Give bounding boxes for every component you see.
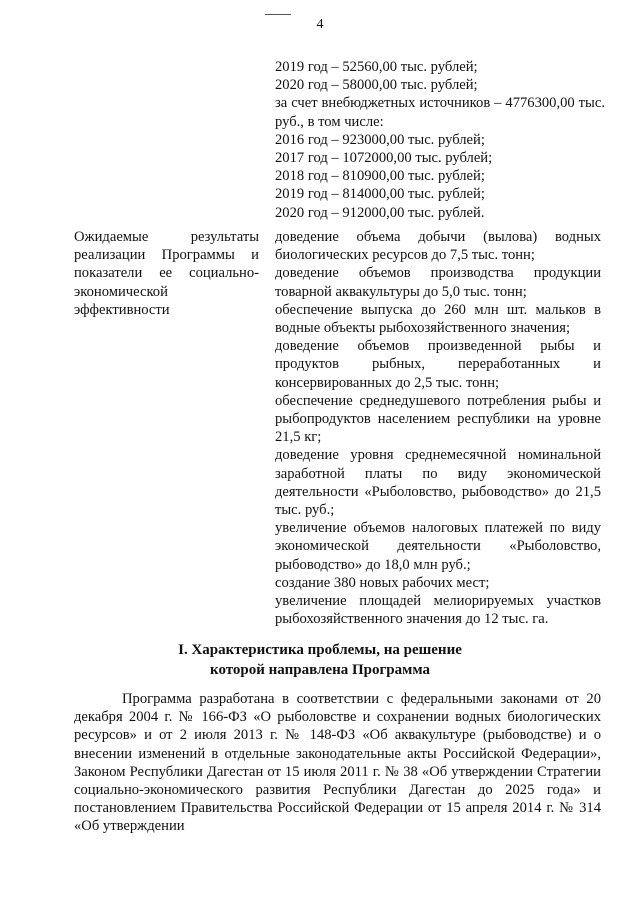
funding-line: 2019 год – 52560,00 тыс. рублей; [275,59,478,75]
section-heading [0,640,640,680]
funding-line: 2020 год – 912000,00 тыс. рублей. [275,204,485,221]
funding-line: за счет внебюджетных источников – 4776300,00 тыс. руб., в том числе: [275,95,605,130]
result-item: обеспечение выпуска до 260 млн шт. мальков в водные объекты рыбохозяйственного значения; [275,301,601,337]
result-item: доведение уровня среднемесячной номинальной заработной платы по виду экономической деятельности «Рыболовство, рыбоводство» до 21,5 тыс. руб.; [275,447,601,519]
result-item: создание 380 новых рабочих мест; [275,574,490,591]
result-item: доведение объема добычи (вылова) водных биологических ресурсов до 7,5 тыс. тонн; [275,229,601,264]
body-paragraph: Программа разработана в соответствии с федеральными законами от 20 декабря 2004 г. № 166-ФЗ «О рыболовстве и сохранении водных биологических ресурсов» и от 2 июля 2013 г. № 148-ФЗ «Об аквакультуре (рыбоводстве) и о внесении изменений в отдельные законодательные акты Российской Федерации», Законом Республики Дагестан от 15 июля 2011 г. № 38 «Об утверждении Стратегии социально-экономического развития Республики Дагестан до 2025 года» и постановлением Правительства Российской Федерации от 15 апреля 2014 г. № 314 «Об утверждении [74,691,601,835]
page-number: 4 [316,17,324,32]
result-item: увеличение площадей мелиорируемых участков рыбохозяйственного значения до 12 тыс. га. [275,593,601,628]
results-list [275,228,601,628]
results-label: Ожидаемые результаты реализации Программы и показатели ее социально-экономической эффективности [74,229,259,318]
result-item: доведение объемов произведенной рыбы и продуктов рыбных, переработанных и консервированных до 2,5 тыс. тонн; [275,338,601,391]
funding-breakdown [275,58,605,222]
scan-mark [265,14,291,15]
funding-line: 2020 год – 58000,00 тыс. рублей; [275,77,478,94]
result-item: увеличение объемов налоговых платежей по виду экономической деятельности «Рыболовство, рыбоводство» до 18,0 млн руб.; [275,520,601,573]
funding-line: 2016 год – 923000,00 тыс. рублей; [275,131,485,148]
funding-line: 2018 год – 810900,00 тыс. рублей; [275,168,485,185]
section-heading-line: которой направлена Программа [210,662,430,678]
funding-line: 2017 год – 1072000,00 тыс. рублей; [275,150,493,167]
result-item: доведение объемов производства продукции товарной аквакультуры до 5,0 тыс. тонн; [275,265,601,300]
section-heading-line: I. Характеристика проблемы, на решение [178,642,462,658]
result-item: обеспечение среднедушевого потребления рыбы и рыбопродуктов населением республики на уровне 21,5 кг; [275,392,601,446]
funding-line: 2019 год – 814000,00 тыс. рублей; [275,186,485,203]
